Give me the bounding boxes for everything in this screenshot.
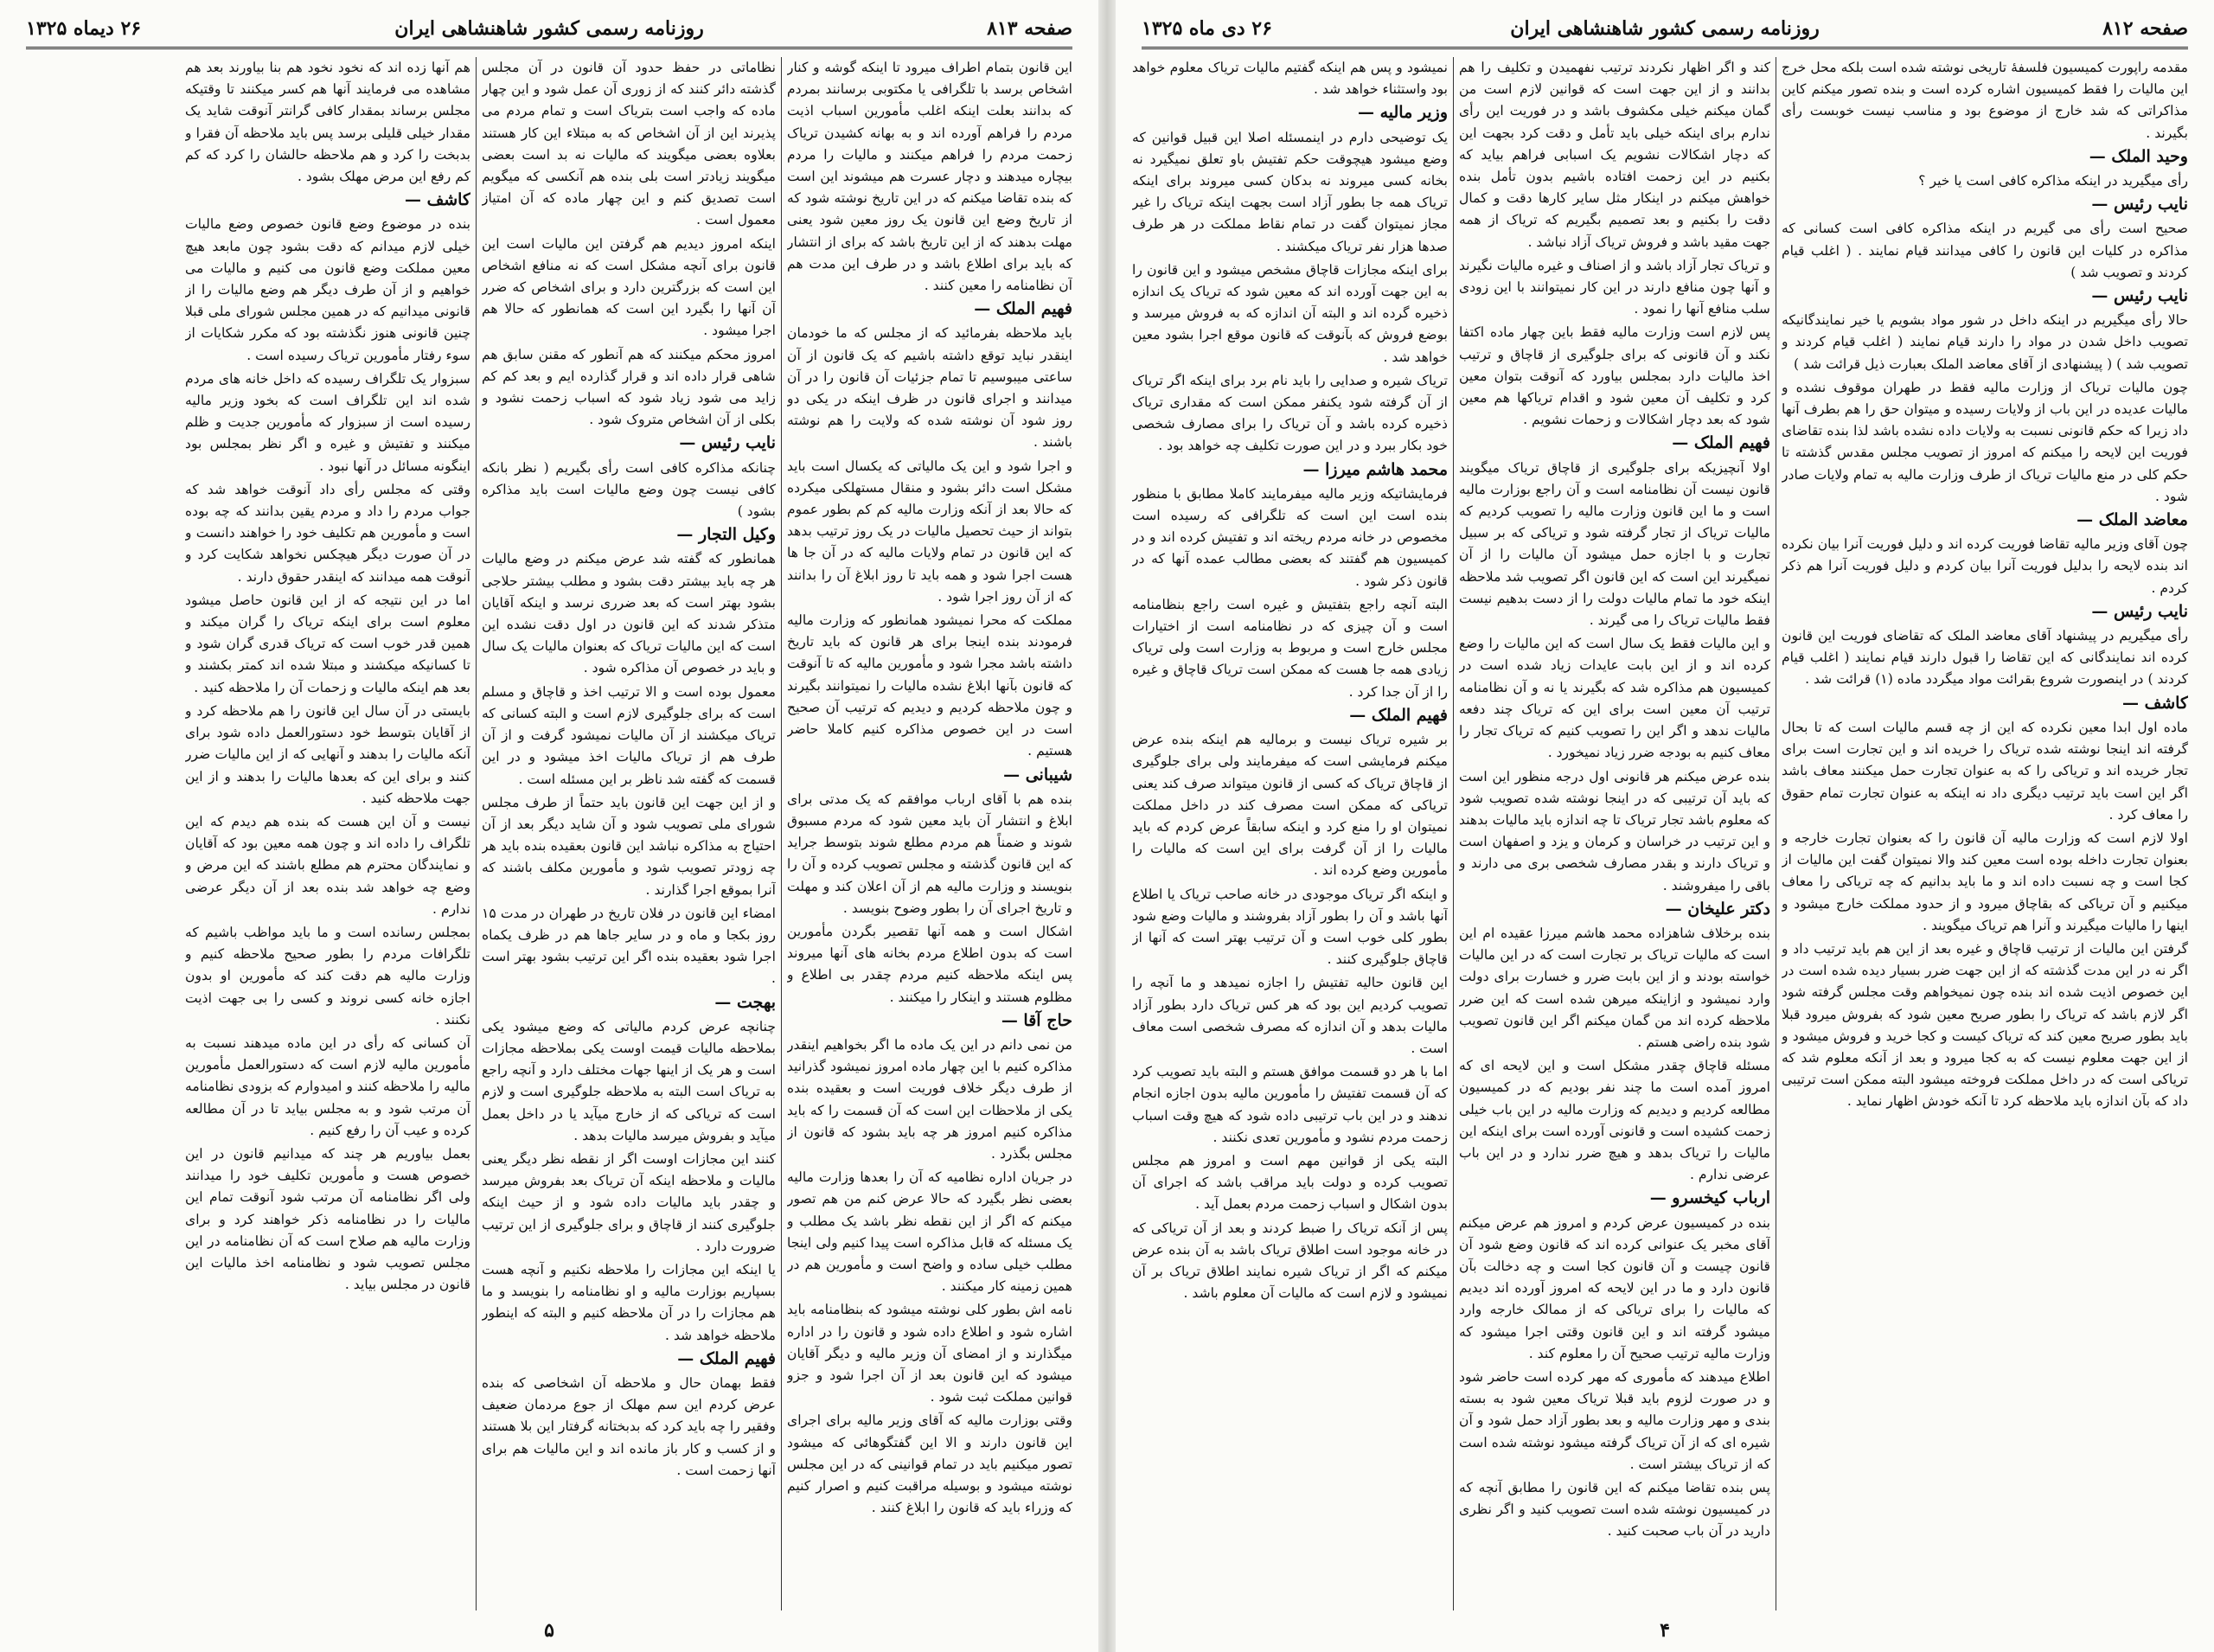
speaker-line bbox=[1132, 459, 1448, 482]
paragraph: و اجرا شود و این یک مالیاتی که یکسال است باید مشکل است دائر بشود و منقال مستهلکی میکرده که حالا بعد از آنکه وزارت مالیه کم کم بطور عموم بتواند از حیث تحصیل مالیات در یک روز ترتیب بدهد که این قانون در تمام ولایات مالیه که در آن جا ها هست اجرا شود و همه باید تا روز ابلاغ آن را بدانند که از آن روز اجرا شود . bbox=[787, 458, 1072, 605]
speaker-line bbox=[482, 524, 776, 547]
speaker-name: نایب رئیس — bbox=[2091, 601, 2188, 621]
paragraph: معمول بوده است و الا ترتیب اخذ و قاچاق و مسلم است که برای جلوگیری لازم است و البته کسانی که تریاک میکشند از آن مالیات نمیشود گرفت و از آن طرف هم از تریاک مالیات اخذ میشود و در این قسمت که گفته شد ناظر بر این مسئله است . bbox=[482, 683, 776, 787]
paragraph: البته آنچه راجع بتفتیش و غیره است راجع بنظامنامه است و آن چیزی که در نظامنامه است از اختیارات مجلس خارج است و مربوط به وزارت است ولی تریاک زیادی همه جا هست که ممکن است تریاک قاچاق و غیره را از آن جدا کرد . bbox=[1132, 596, 1448, 700]
paragraph: نیست و آن این هست که بنده هم دیدم که این تلگراف را داده اند و چون همه معین بود که آقایان و نمایندگان محترم هم مطلع باشند که این مرض و وضع چه خواهد شد بنده بعد از آن دیگر عرضی ندارم . bbox=[185, 813, 470, 917]
paragraph: ماده اول ابدا معین نکرده که این از چه قسم مالیات است که تا بحال گرفته اند اینجا نوشته شده تریاک را خریده اند و این تجارت است برای تجار خریده اند و تریاکی را که به عنوان تجارت حمل میکنند معاف باشد اگر این است باید ترتیب دیگری داد نه اینکه به عنوان تجارت تمام حقوق را معاف کرد . bbox=[1782, 719, 2188, 823]
paragraph: بعمل بیاوریم هر چند که میدانیم قانون در این خصوص هست و مأمورین تکلیف خود را میدانند ولی اگر نظامنامه آن مرتب شود آنوقت تمام این مالیات را در نظامنامه ذکر خواهند کرد و برای وزارت مالیه هم صلاح است که آن نظامنامه در این مجلس تصویب شود و نظامنامه اخذ مالیات این قانون در مجلس بیاید . bbox=[185, 1145, 470, 1293]
paragraph: باید ملاحظه بفرمائید که از مجلس که ما خودمان اینقدر نباید توقع داشته باشیم که یک قانون از آن ساعتی میبوسیم تا تمام جزئیات آن قانون را در آن میدانند و اجرای قانون در ظرف اینکه در یکی دو روز شود آن نوشته شده که ولایت را هم نوشته باشند . bbox=[787, 325, 1072, 451]
speaker-line bbox=[1782, 509, 2188, 532]
paragraph: تریاک شیره و صدایی را باید نام برد برای اینکه اگر تریاک از آن گرفته شود یکنفر ممکن است که مقداری تریاک ذخیره کرده باشد و آن تریاک را برای مصارف شخصی خود بکار ببرد و در این صورت تکلیف چه خواهد بود . bbox=[1132, 372, 1448, 454]
paragraph: رأی میگیرید در اینکه مذاکره کافی است یا خیر ؟ bbox=[1918, 173, 2188, 189]
speaker-line bbox=[185, 189, 470, 212]
speaker-name: فهیم الملک — bbox=[974, 299, 1072, 319]
speaker-name: شیبانی — bbox=[1003, 765, 1072, 784]
paragraph: اولا آنچیزیکه برای جلوگیری از قاچاق تریاک میگویند قانون نیست آن نظامنامه است و آن راجع بوزارت مالیه است و ما این قانون وزارت مالیه را تصویب کردیم که مالیات تریاک از تجار گرفته شود و تریاکی که بر سبیل تجارت و با اجازه حمل میشود آن مالیات را از آن نمیگیرند این است که این قانون اگر تصویب شد ملاحظه اینکه خود ما تمام مالیات دولت را از دست بدهیم نیست فقط مالیات تریاک را می گیرند . bbox=[1459, 459, 1770, 629]
column bbox=[1132, 57, 1448, 1610]
paragraph: نظاماتی در حفظ حدود آن قانون در آن مجلس گذشته دائر کنند که از زوری آن عمل شود و این چهار ماده که واجب است بتریاک است و تمام مردم می پذیرند این از آن اشخاص که به مبتلاء این کار هستند بعلاوه بعضی میگویند که مالیات نه بد است بعضی میگویند زیادتر است بلی بنده هم آنکسی که میگویم است تصدیق کنم و این چهار ماده که آن امتیاز معمول است . bbox=[482, 60, 776, 228]
paragraph: چنانچه عرض کردم مالیاتی که وضع میشود یکی بملاحظه مالیات قیمت اوست یکی بملاحظه مجازات است و هر یک از اینها جهات مختلف دارد و آنچه راجع به تریاک است البته به ملاحظه جلوگیری است و لازم است که تریاکی که از خارج میآید یا در داخل بعمل میآید و بفروش میرسد مالیات بدهد . bbox=[482, 1018, 776, 1143]
right-page bbox=[1116, 0, 2214, 1652]
paragraph: وقتی که مجلس رأی داد آنوقت خواهد شد که جواب مردم را داد و مردم یقین بدانند که چه بوده است و مأمورین هم تکلیف خود را خواهند دانست و در آن صورت دیگر هیچکس نخواهد شکایت کرد و آنوقت همه میدانند که اینقدر حقوق دارند . bbox=[185, 481, 470, 585]
paragraph: سبزوار یک تلگراف رسیده که داخل خانه های مردم شده اند این تلگراف است که بخود وزیر مالیه رسیده است از سبزوار که مأمورین جدیت و ظلم میکنند و تفتیش و غیره و اگر نظر بمجلس بود اینگونه مسائل در آنها نبود . bbox=[185, 370, 470, 474]
column-rule bbox=[476, 57, 477, 1610]
paragraph: پس بنده تقاضا میکنم که این قانون را مطابق آنچه که در کمیسیون نوشته شده است تصویب کنید و اگر نظری دارید در آن باب صحبت کنید . bbox=[1459, 1480, 1770, 1540]
column-rule bbox=[781, 57, 782, 1610]
paragraph: و تریاک تجار آزاد باشد و از اصناف و غیره مالیات نگیرند و آنها چون منافع دارند در این کار نمیتوانند با این زودی سلب منافع آنها را نمود . bbox=[1459, 257, 1770, 317]
paragraph: بر شیره تریاک نیست و برمالیه هم اینکه بنده عرض میکنم فرمایشی است که میفرمایند ولی برای جلوگیری از قاچاق تریاک که کسی از قانون میتواند صرف کند یعنی تریاکی که ممکن است مصرف کند در داخل مملکت نمیتوان او را منع کرد و اینکه سابقاً عرض کردم که باید مالیات را از آن گرفت برای این است که مالیات را مأمورین وضع کرده اند . bbox=[1132, 732, 1448, 879]
speaker-name: کاشف — bbox=[2121, 693, 2188, 713]
paragraph: در جریان اداره نظامیه که آن را بعدها وزارت مالیه بعضی نظر بگیرد که حالا عرض کنم من هم تصور میکنم که اگر از این نقطه نظر باشد یک مطلب و یک مسئله که قابل مذاکره است پیدا کنیم ولی اینجا مطلب خیلی ساده و واضح است و مأمورین هم در همین زمینه کار میکنند . bbox=[787, 1169, 1072, 1295]
speaker-line bbox=[1459, 899, 1770, 921]
paragraph: کنند این مجازات اوست اگر از نقطه نظر دیگر یعنی مالیات و ملاحظه اینکه آن تریاک بعد بفروش میرسد و چقدر باید مالیات داده شود و از حیث اینکه جلوگیری کنند از قاچاق و برای جلوگیری از این ترتیب ضرورت دارد . bbox=[482, 1150, 776, 1254]
paragraph: مقدمه راپورت کمیسیون فلسفهٔ تاریخی نوشته شده است بلکه محل خرج این مالیات را فقط کمیسیون اشاره کرده است و بنده تصور میکنم کاین مذاکراتی که شد خارج از موضوع بود و مناسب نیست خوبست رأی بگیرند . bbox=[1782, 60, 2188, 141]
paragraph: این قانون حالیه تفتیش را اجازه نمیدهد و ما آنچه را تصویب کردیم این بود که هر کس تریاک دارد بطور آزاد مالیات بدهد و آن اندازه که مصرف شخصی است معاف است . bbox=[1132, 975, 1448, 1056]
paragraph: برای اینکه مجازات قاچاق مشخص میشود و این قانون را به این جهت آورده اند که معین شود که تریاک یک اندازه ذخیره گرده اند و البته آن اندازه که به فروش میرسد و بوضع فروش که بآنوقت که قانون موقع اجرا بشود معین خواهد شد . bbox=[1132, 261, 1448, 365]
paragraph: فقط بهمان حال و ملاحظه آن اشخاصی که بنده عرض کردم این سم مهلک از جوع مردمان ضعیف وفقیر را چه باید کرد که بدبختانه گرفتار این بلا هستند و از کسب و کار باز مانده اند و این مالیات هم برای آنها زحمت است . bbox=[482, 1374, 776, 1478]
speaker-name: فهیم الملک — bbox=[1349, 705, 1448, 725]
folio-number: ۴ bbox=[1660, 1619, 1670, 1642]
book-gutter bbox=[1098, 0, 1116, 1652]
issue-date: ۲۶ دی ماه ۱۳۲۵ bbox=[1142, 17, 1272, 40]
paragraph: البته یکی از قوانین مهم است و امروز هم مجلس تصویب کرده و دولت باید مراقب باشد که اجرای آن بدون اشکال و اسباب زحمت مردم بعمل آید . bbox=[1132, 1152, 1448, 1213]
paragraph: هم آنها زده اند که نخود نخود هم بنا بیاورند بعد هم مشاهده می فرمایند آنها هم کسر میکنند تا وقتیکه مجلس برساند بمقدار کافی گرانتر آنوقت شاید یک مقدار خیلی قلیلی برسد پس باید ملاحظه آن فقرا و بدبخت را کرد و هم ملاحظه حالشان را کرد که کم کم رفع این مرض مهلک بشود . bbox=[185, 60, 470, 185]
page-header bbox=[1142, 12, 2188, 49]
paragraph: امروز محکم میکنند که هم آنطور که مقنن سابق هم شاهی قرار داده اند و قرار گذارده ایم و بعد کم کم زاید می شود زیاد شود که اسباب زحمت نشود و بکلی از آن اشخاص متروک شود . bbox=[482, 346, 776, 428]
column-area bbox=[1132, 57, 2188, 1610]
speaker-line bbox=[1782, 194, 2188, 216]
column bbox=[482, 57, 776, 1610]
column bbox=[1459, 57, 1770, 1610]
speaker-name: نایب رئیس — bbox=[679, 433, 776, 453]
speaker-name: محمد هاشم میرزا — bbox=[1302, 459, 1448, 479]
paragraph: بنده در موضوع وضع قانون خصوص وضع مالیات خیلی لازم میدانم که دقت بشود چون مابعد هیچ معین مملکت وضع قانون می کنیم و مالیات می خواهیم و از آن طرف دیگر هم وضع مالیات را از قانونی میدانیم که در همین مجلس شورای ملی قبلا چنین قانونی هنوز نگذشته بود که مکرر شکایات از سوء رفتار مأمورین تریاک رسیده است . bbox=[185, 216, 470, 363]
page-number: صفحه ۸۱۲ bbox=[2102, 17, 2188, 40]
paragraph: و اینکه اگر تریاک موجودی در خانه صاحب تریاک یا اطلاع آنها باشد و آن را بطور آزاد بفروشند و مالیات وضع شود بطور کلی خوب است و آن ترتیب بهتر است که آنها از قاچاق جلوگیری کنند . bbox=[1132, 886, 1448, 968]
paragraph: من نمی دانم در این یک ماده ما اگر بخواهیم اینقدر مذاکره کنیم با این چهار ماده امروز نمیشود گذرانید از طرف دیگر خلاف فوریت است و بعقیده بنده یکی از ملاحظات این است که آن قسمت را که باید مذاکره کنیم امروز هر چه باید بشود که قانون از مجلس بگذرد . bbox=[787, 1036, 1072, 1162]
paragraph: یک توضیحی دارم در اینمسئله اصلا این قبیل قوانین که وضع میشود هیچوقت حکم تفتیش باو تعلق نمیگیرد نه بخانه کسی میروند نه بدکان کسی میروند برای اینکه تریاک همه جا بطور آزاد است بجهت اینکه تریاک را غیر مجاز نمیتوان گفت در تمام نقاط مملکت در هر طرف صدها هزار نفر تریاک میکشند . bbox=[1132, 129, 1448, 254]
newspaper-title: روزنامه رسمی کشور شاهنشاهی ایران bbox=[394, 17, 704, 40]
speaker-line bbox=[1782, 601, 2188, 624]
column-rule bbox=[1453, 57, 1454, 1610]
paragraph: اشکال است و همه آنها تقصیر بگردن مأمورین است که بدون اطلاع مردم بخانه های آنها میروند پس اینکه ملاحظه کنیم مردم چقدر بی اطلاع و مظلوم هستند و اینکار را میکنند . bbox=[787, 923, 1072, 1005]
speaker-line bbox=[1782, 146, 2188, 169]
paragraph: گرفتن این مالیات از ترتیب قاچاق و غیره بعد از این هم باید ترتیب داد و اگر نه در این مدت گذشته که از این جهت ضرر بسیار دیده شده است در این خصوص اذیت شده اند بنده چون نمیخواهم وقت مجلس گرفته شود اگر لازم باشد که تریاک را بطور صریح معین شود که بفروش میرود قبلا باید بطور صریح معین کند که تریاک کیست و کجا خرید و فروش میشود و از این جهت معلوم نیست که به کجا میرود و بعد از آنکه معلوم شد که تریاکی است که در داخل مملکت فروخته میشود البته ممکن است ترتیبی داد که بآن اندازه باید ملاحظه کرد تا آنکه خودش اظهار نماید . bbox=[1782, 940, 2188, 1110]
speaker-line bbox=[482, 1348, 776, 1371]
paragraph: یا اینکه این مجازات را ملاحظه نکنیم و آنچه هست بسپاریم بوزارت مالیه و او نظامنامه را بنویسد و ما هم مجازات را در آن ملاحظه کنیم و البته که اینطور ملاحظه خواهد شد . bbox=[482, 1261, 776, 1343]
paragraph: بنده در کمیسیون عرض کردم و امروز هم عرض میکنم آقای مخبر یک عنوانی کرده اند که قانون وضع شود آن قانون چیست و آن قانون کجا است و چه دخالت بآن قانون دارد و ما در این لایحه که امروز آورده اند دیدیم که مالیات را برای تریاکی که از ممالک خارجه وارد میشود گرفته اند و این قانون وقتی اجرا میشود که وزارت مالیه ترتیب صحیح آن را معلوم کند . bbox=[1459, 1214, 1770, 1361]
paragraph: بنده هم با آقای ارباب موافقم که یک مدتی برای ابلاغ و انتشار آن باید معین شود که مردم مسبوق شوند و ضمناً هم مردم مطلع شوند بتوسط جراید که این قانون گذشته و مجلس تصویب کرده و آن را بنویسند و وزارت مالیه هم از آن اعلان کند و مهلت و تاریخ اجرای آن را بطور وضوح بنویسد . bbox=[787, 791, 1072, 916]
speaker-name: وزیر مالیه — bbox=[1357, 103, 1448, 123]
speaker-line bbox=[482, 432, 776, 455]
speaker-line bbox=[1782, 693, 2188, 715]
paragraph: مسئله قاچاق چقدر مشکل است و این لایحه ای که امروز آمده است ما چند نفر بودیم که در کمیسیون مطالعه کردیم و دیدیم که وزارت مالیه در این باب خیلی زحمت کشیده است و قانونی آورده است برای اینکه این مالیات را تریاک بدهد و هیچ ضرر ندارد و در این باب عرضی ندارم . bbox=[1459, 1058, 1770, 1183]
paragraph: رأی میگیریم در پیشنهاد آقای معاضد الملک که تقاضای فوریت این قانون کرده اند نمایندگانی که این تقاضا را قبول دارند قیام نمایند ( اغلب قیام کردند ) در اینصورت شروع بقرائت مواد میگردد ماده (۱) قرائت شد . bbox=[1782, 628, 2188, 688]
speaker-line bbox=[1459, 1188, 1770, 1210]
speaker-name: حاج آقا — bbox=[1001, 1010, 1072, 1030]
paragraph: و از این جهت این قانون باید حتماً از طرف مجلس شورای ملی تصویب شود و آن شاید دیگر بعد از آن احتیاج به مذاکره نباشد این قانون بعقیده بنده باید هر چه زودتر تصویب شود و مأمورین مکلف باشند که آنرا بموقع اجرا گذارند . bbox=[482, 794, 776, 898]
paragraph: فرمایشاتیکه وزیر مالیه میفرمایند کاملا مطابق با منظور بنده است این است که تلگرافی که رسیده است مخصوص در خانه مردم ریخته اند و تفتیش کرده اند و در کمیسیون هم گفتند که بعضی مطالب عمده آنها که در قانون ذکر شود . bbox=[1132, 485, 1448, 589]
paragraph: حالا رأی میگیریم در اینکه داخل در شور مواد بشویم یا خیر نمایندگانیکه تصویب داخل شدن در مواد را دارند قیام نمایند ( اغلب قیام کردند و تصویب شد ) ( پیشنهادی از آقای معاضد الملک بعبارت ذیل قرائت شد ) bbox=[1782, 312, 2188, 372]
paragraph: بایستی در آن سال این قانون را هم ملاحظه کرد و از آقایان بتوسط خود دستورالعمل داده شود برای آنکه مالیات را بدهند و آنهایی که از این مالیات ضرر کنند و برای این که بعدها مالیات را بدهند و از این جهت ملاحظه کنید . bbox=[185, 702, 470, 806]
left-page bbox=[0, 0, 1098, 1652]
page-number: صفحه ۸۱۳ bbox=[987, 17, 1072, 40]
paragraph: اینکه امروز دیدیم هم گرفتن این مالیات است این قانون برای آنچه مشکل است که نه منافع اشخاص این است که بزرگترین دارد و برای اشخاص که ضرر آن آنها را بگیرد این است که همانطور که حالا هم اجرا میشود . bbox=[482, 235, 776, 339]
speaker-name: ارباب کیخسرو — bbox=[1649, 1188, 1770, 1208]
paragraph: همانطور که گفته شد عرض میکنم در وضع مالیات هر چه باید بیشتر دقت بشود و مطلب بیشتر حلاجی بشود بهتر است که بعد ضرری نرسد و اینکه آقایان متذکر شدند که این قانون در اول دقت نشده این است که این مالیات تریاک که بعنوان مالیات یک سال و باید در خصوص آن مذاکره شود . bbox=[482, 551, 776, 676]
paragraph: این قانون بتمام اطراف میرود تا اینکه گوشه و کنار اشخاص برسد با تلگرافی یا مکتوبی برسانند بمردم که بدانند بعلت اینکه اغلب مأمورین اسباب اذیت مردم را فراهم آورده اند و به بهانه کشیدن تریاک زحمت مردم را فراهم میکنند و مالیات را مردم بیچاره میدهند و دچار عسرت هم میشوند این است که بنده تقاضا میکنم که در این تاریخ نوشته شود که از تاریخ وضع این قانون یک روز معین شود یعنی مهلت بدهند که از این تاریخ باشد که برای از انتشار که باید برای اطلاع باشد و در طرف این مدت هم آن نظامنامه را معین کنند . bbox=[787, 60, 1072, 294]
column bbox=[787, 57, 1072, 1610]
issue-date: ۲۶ دیماه ۱۳۲۵ bbox=[26, 17, 142, 40]
paragraph: وقتی بوزارت مالیه که آقای وزیر مالیه برای اجرای این قانون دارند و الا این گفتگوهائی که میشود تصور میکنیم باید در تمام قوانینی که در این مجلس نوشته میشود و بوسیله مراقبت کنیم و اصرار کنیم که وزراء باید که قانون را ابلاغ کنند . bbox=[787, 1412, 1072, 1516]
speaker-line bbox=[1132, 102, 1448, 125]
speaker-line bbox=[1132, 705, 1448, 727]
paragraph: چنانکه مذاکره کافی است رأی بگیریم ( نظر بانکه کافی نیست چون وضع مالیات است باید مذاکره بشود ) bbox=[482, 459, 776, 520]
paragraph: اطلاع میدهند که مأموری که مهر کرده است حاضر شود و در صورت لزوم باید قبلا تریاک معین شود به بسته بندی و مهر وزارت مالیه و بعد بطور آزاد حمل شود و آن شیره ای که از آن تریاک گرفته میشود نوشته شده است که از تریاک بیشتر است . bbox=[1459, 1368, 1770, 1472]
paragraph: امضاء این قانون در فلان تاریخ در طهران در مدت ۱۵ روز بکجا و ماه و در سایر جاها هم در ظرف یکماه اجرا شود بعقیده بنده اگر این ترتیب بشود بهتر است . bbox=[482, 905, 776, 987]
paragraph: اولا لازم است که وزارت مالیه آن قانون را که بعنوان تجارت خارجه و بعنوان تجارت داخله بوده است معین کند والا نمیتوان گفت این مالیات از کجا است و چه نسبت داده اند و ما باید بدانیم که چه تریاکی را معاف میکنیم و آن تریاکی که بقاچاق میرود و از حدود مملکت خارج میشود و اینها را مالیات میگیرند و آنرا هم تریاک میگویند . bbox=[1782, 829, 2188, 933]
speaker-name: کاشف — bbox=[404, 190, 470, 210]
paragraph: نمیشود و پس هم اینکه گفتیم مالیات تریاک معلوم خواهد بود واستثناء خواهد شد . bbox=[1132, 60, 1448, 98]
paragraph: بمجلس رسانده است و ما باید مواظب باشیم که تلگرافات مردم را بطور صحیح ملاحظه کنیم و وزارت مالیه هم دقت کند که مأمورین او بدون اجازه خانه کسی نروند و کسی را بی جهت اذیت نکنند . bbox=[185, 924, 470, 1028]
paragraph: مملکت که محرا نمیشود همانطور که وزارت مالیه فرمودند بنده اینجا برای هر قانون که باید تاریخ داشته باشد مجرا شود و مأمورین مالیه که تا آنوقت که قانون بآنها ابلاغ نشده مالیات را نمیتوانند بگیرند و چون ملاحظه کردیم و دیدیم که ترتیب آن صحیح است در این خصوص مذاکره کنیم کاملا حاضر هستیم . bbox=[787, 612, 1072, 759]
paragraph: صحیح است رأی می گیریم در اینکه مذاکره کافی است کسانی که مذاکره در کلیات این قانون را کافی میدانند قیام نمایند . ( اغلب قیام کردند و تصویب شد ) bbox=[1782, 221, 2188, 280]
speaker-name: فهیم الملک — bbox=[1672, 433, 1770, 453]
speaker-name: فهیم الملک — bbox=[677, 1348, 776, 1368]
speaker-name: بهجت — bbox=[714, 992, 776, 1012]
paragraph: و این مالیات فقط یک سال است که این مالیات را وضع کرده اند و از این بابت عایدات زیاد شده است در کمیسیون هم مذاکره شد که بگیرند یا نه و آن نظامنامه ترتیب آن معین است برای این که تریاک چند دفعه مالیات ندهد و اگر این را تصویب کنیم که تریاک تجار را معاف کنیم به بودجه ضرر زیاد نمیخورد . bbox=[1459, 636, 1770, 761]
speaker-name: نایب رئیس — bbox=[2091, 286, 2188, 306]
speaker-line bbox=[787, 1010, 1072, 1033]
speaker-line bbox=[482, 992, 776, 1015]
speaker-name: وحید الملک — bbox=[2089, 146, 2188, 166]
newspaper-title: روزنامه رسمی کشور شاهنشاهی ایران bbox=[1510, 17, 1820, 40]
paragraph: بنده برخلاف شاهزاده محمد هاشم میرزا عقیده ام این است که مالیات تریاک بر تجارت است که در این مالیات خواسته بودند و از این بابت ضرر و خسارت برای دولت وارد نمیشود و ازاینکه میرهن شده است که این ضرر ملاحظه کرده اند من گمان میکنم اگر این قانون تصویب شود بنده راضی هستم . bbox=[1459, 925, 1770, 1050]
paragraph: بنده عرض میکنم هر قانونی اول درجه منظور این است که باید آن ترتیبی که در اینجا نوشته شده تصویب شود که معلوم باشد تجار تریاک تا چه اندازه باید مالیات بدهند و این ترتیب در خراسان و کرمان و یزد و اصفهان است و تریاک دارند و بقدر مصارف شخصی بری می دارند و باقی را میفروشند . bbox=[1459, 768, 1770, 893]
paragraph: کند و اگر اظهار نکردند ترتیب نفهمیدن و تکلیف را هم بدانند و از این جهت است که قوانین لازم است من گمان میکنم خیلی مکشوف باشد و در فوریت این رأی ندارم برای اینکه خیلی باید تأمل و دقت کرد بجهت این که دچار اشکالات نشویم یک اسبابی فراهم بیاید که بکنیم در این زحمت افتاده باشیم بدون تأمل بنده خواهش میکنم در اینکار مثل سایر کارها دقت و کمال دقت را بکنیم و بعد تصمیم بگیریم که تریاک از همه جهت مقید باشد و فروش تریاک آزاد نباشد . bbox=[1459, 60, 1770, 250]
speaker-name: معاضد الملک — bbox=[2076, 510, 2188, 530]
paragraph: نامه اش بطور کلی نوشته میشود که بنظامنامه باید اشاره شود و اطلاع داده شود و قانون را در اداره میگذارند و از امضای آن وزیر مالیه و دیگر آقایان میشود که این قانون بعد از آن اجرا شود و جزو قوانین مملکت ثبت شود . bbox=[787, 1302, 1072, 1405]
speaker-line bbox=[787, 298, 1072, 321]
column bbox=[1782, 57, 2188, 1610]
speaker-line bbox=[1459, 432, 1770, 455]
paragraph: چون مالیات تریاک از وزارت مالیه فقط در طهران موقوف نشده و مالیات عدیده در این باب از ولایات رسیده و میتوان حق را هم بطرف آنها داد زیرا که حکم قانونی نسبت به ولایات داده نشده باشد لذا بنده تقاضای فوریت این لایحه را میکنم که امروز از تصویب مجلس مقدس گذشته تا حکم کلی در منع مالیات تریاک از طرف وزارت مالیه به تمام ولایات صادر شود . bbox=[1782, 379, 2188, 504]
paragraph: آن کسانی که رأی در این ماده میدهند نسبت به مأمورین مالیه لازم است که دستورالعمل مأمورین مالیه را ملاحظه کنند و امیدوارم که بزودی نظامنامه آن مرتب شود و به مجلس بیاید تا در آن مطالعه کرده و عیب آن را رفع کنیم . bbox=[185, 1034, 470, 1138]
column bbox=[185, 57, 470, 1610]
column-area bbox=[26, 57, 1072, 1610]
paragraph: اما در این نتیجه که از این قانون حاصل میشود معلوم است برای اینکه تریاک را گران میکند و همین قدر خوب است که تریاک قدری گران شود و تا کسانیکه میکشند و مبتلا شده اند کمتر بکشند و بعد هم اینکه مالیات و زحمات آن را ملاحظه کنید . bbox=[185, 592, 470, 695]
paragraph: پس لازم است وزارت مالیه فقط باین چهار ماده اکتفا نکند و آن قانونی که برای جلوگیری از قاچاق و ترتیب اخذ مالیات دارد بمجلس بیاورد که آنوقت بتوان معین کرد و تکلیف آن معین شود و اقدام تریاکها هم معین شود که بعد دچار اشکالات و زحمات نشویم . bbox=[1459, 324, 1770, 428]
paragraph: اما با هر دو قسمت موافق هستم و البته باید تصویب کرد که آن قسمت تفتیش را مأمورین مالیه بدون اجازه انجام ندهند و در این باب ترتیبی داده شود که هیچ وقت اسباب زحمت مردم نشود و مأمورین تعدی نکنند . bbox=[1132, 1064, 1448, 1145]
paragraph: چون آقای وزیر مالیه تقاضا فوریت کرده اند و دلیل فوریت آنرا بیان نکرده اند بنده لایحه را بدلیل فوریت آنرا بیان کردم و دلیل فوریت آنرا هم ذکر کردم . bbox=[1782, 536, 2188, 596]
speaker-line bbox=[787, 765, 1072, 787]
page-header bbox=[26, 12, 1072, 49]
paragraph: پس از آنکه تریاک را ضبط کردند و بعد از آن تریاکی که در خانه موجود است اطلاق تریاک باشد به آن بنده عرض میکنم که اگر از تریاک شیره نمایند اطلاق تریاک بر آن نمیشود و لازم است که مالیات آن معلوم باشد . bbox=[1132, 1220, 1448, 1302]
speaker-name: وکیل التجار — bbox=[676, 525, 776, 545]
speaker-name: دکتر علیخان — bbox=[1665, 899, 1770, 919]
folio-number: ۵ bbox=[544, 1619, 554, 1642]
speaker-name: نایب رئیس — bbox=[2091, 195, 2188, 215]
speaker-line bbox=[1782, 285, 2188, 308]
